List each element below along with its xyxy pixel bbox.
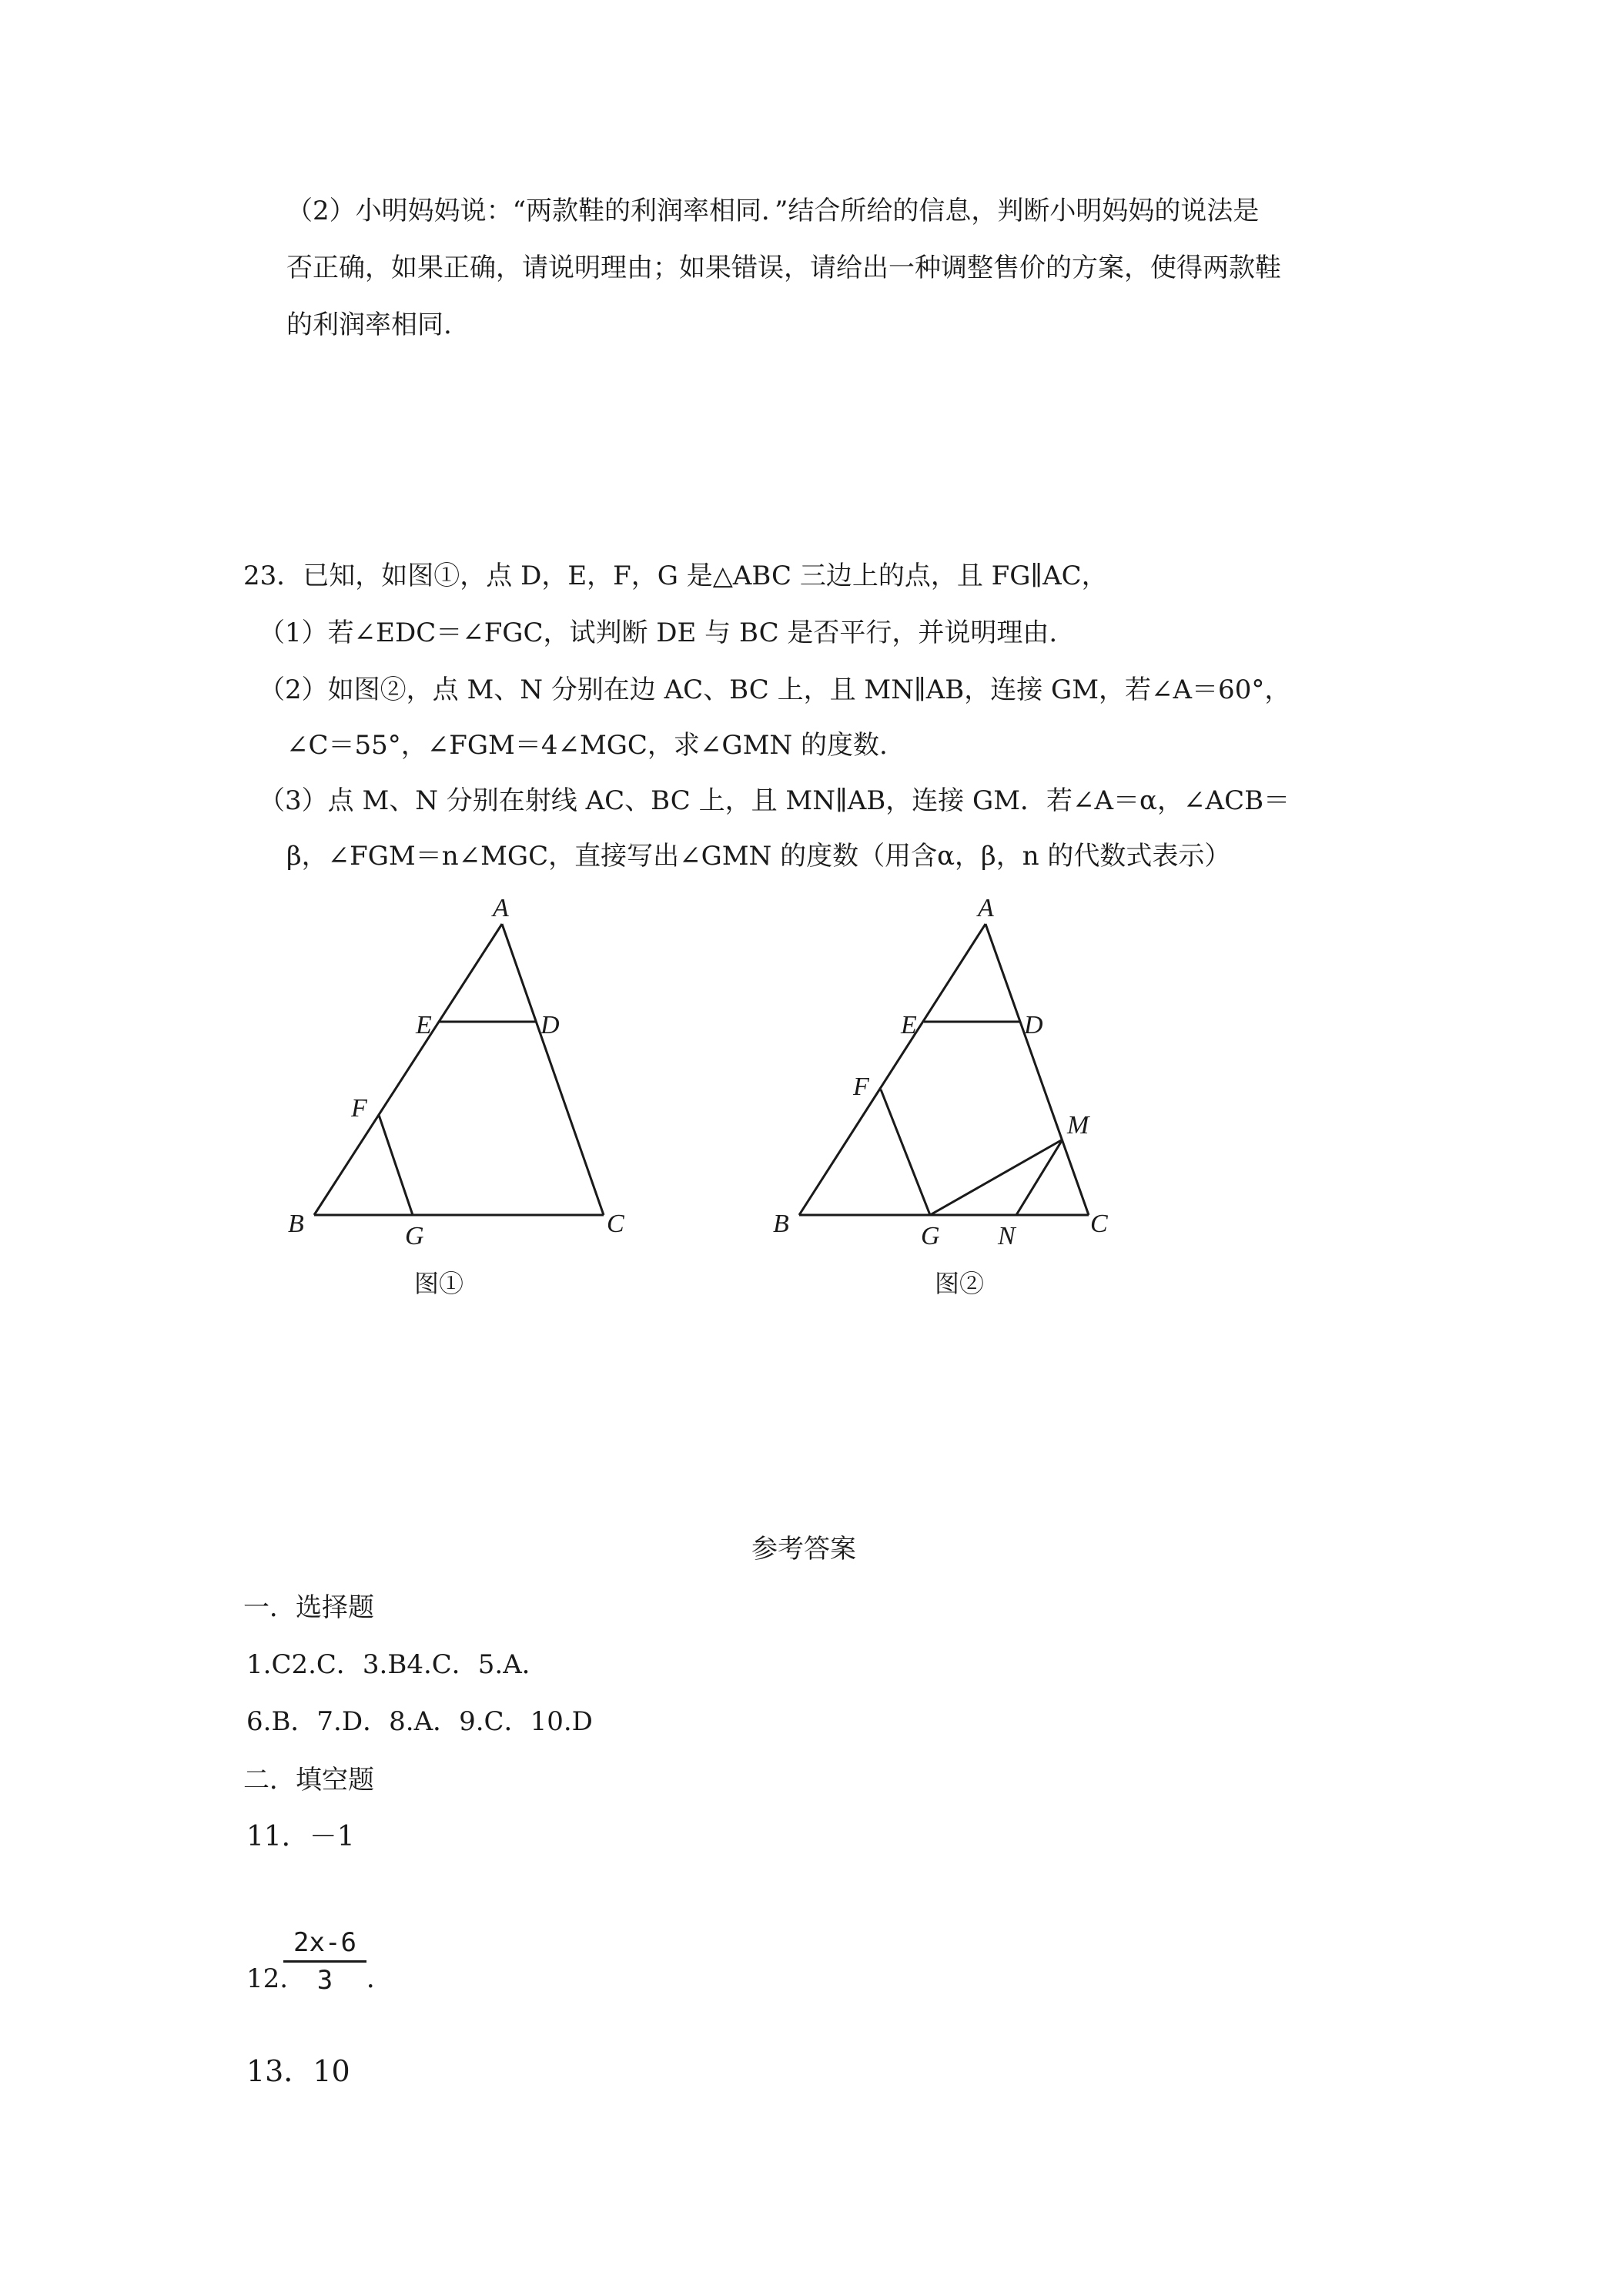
label-g: G	[921, 1222, 940, 1250]
answers-section-1: 一．选择题	[243, 1592, 374, 1623]
label-b: B	[773, 1210, 789, 1238]
answer-11: 11．－1	[246, 1821, 355, 1853]
q23-part3-line2: β，∠FGM＝n∠MGC，直接写出∠GMN 的度数（用含α，β，n 的代数式表示）	[286, 841, 1231, 872]
q23-part2-line2: ∠C＝55°，∠FGM＝4∠MGC，求∠GMN 的度数.	[286, 730, 888, 761]
figure-1	[277, 885, 662, 1317]
answers-section-2: 二．填空题	[243, 1765, 374, 1796]
label-c: C	[607, 1210, 624, 1238]
answers-row-2: 6.B．7.D．8.A．9.C．10.D	[246, 1706, 593, 1737]
figure-2-caption: 图②	[935, 1270, 985, 1297]
q22-part2-line2: 否正确，如果正确，请说明理由；如果错误，请给出一种调整售价的方案，使得两款鞋	[286, 253, 1281, 283]
q22-part2-line3: 的利润率相同.	[286, 310, 452, 340]
q23-part2-line1: （2）如图②，点 M、N 分别在边 AC、BC 上，且 MN∥AB，连接 GM，若∠A＝60°，	[259, 674, 1291, 705]
q23-part1: （1）若∠EDC＝∠FGC，试判断 DE 与 BC 是否平行，并说明理由.	[259, 618, 1058, 648]
label-d: D	[1024, 1011, 1043, 1039]
side-ac	[986, 924, 1089, 1215]
label-e: E	[901, 1011, 917, 1039]
segment-fg	[881, 1089, 930, 1215]
answer-12-suffix: ．	[366, 1963, 393, 1994]
q22-part2-line1: （2）小明妈妈说：“两款鞋的利润率相同．”结合所给的信息，判断小明妈妈的说法是	[286, 196, 1260, 226]
label-n: N	[998, 1222, 1016, 1250]
answers-row-1: 1.C2.C．3.B4.C．5.A．	[246, 1649, 548, 1680]
q23-stem: 23．已知，如图①，点 D，E，F，G 是△ABC 三边上的点，且 FG∥AC，	[243, 561, 1108, 591]
segment-fg	[379, 1115, 413, 1215]
label-a: A	[493, 894, 509, 922]
label-f: F	[853, 1073, 869, 1101]
segment-mn	[1016, 1140, 1062, 1215]
side-ab	[799, 924, 986, 1215]
label-b: B	[288, 1210, 304, 1238]
label-d: D	[540, 1011, 560, 1039]
segment-gm	[930, 1140, 1062, 1215]
label-c: C	[1090, 1210, 1108, 1238]
label-e: E	[416, 1011, 432, 1039]
side-ab	[314, 924, 502, 1215]
label-m: M	[1067, 1111, 1089, 1140]
fraction-bar	[283, 1960, 366, 1963]
answer-12-prefix: 12.	[246, 1963, 289, 1994]
figure-2	[762, 885, 1147, 1317]
answer-12-fraction	[283, 1926, 366, 1996]
label-a: A	[978, 894, 994, 922]
answer-13: 13．10	[246, 2054, 350, 2088]
side-ac	[502, 924, 604, 1215]
q23-part3-line1: （3）点 M、N 分别在射线 AC、BC 上，且 MN∥AB，连接 GM．若∠A＝α，∠ACB＝	[259, 785, 1290, 816]
fraction-denominator: 3	[316, 1965, 333, 1996]
figure-1-caption: 图①	[414, 1270, 464, 1297]
label-g: G	[405, 1222, 424, 1250]
fraction-numerator: 2x-6	[293, 1927, 356, 1958]
answers-title: 参考答案	[751, 1534, 856, 1565]
label-f: F	[351, 1094, 367, 1123]
